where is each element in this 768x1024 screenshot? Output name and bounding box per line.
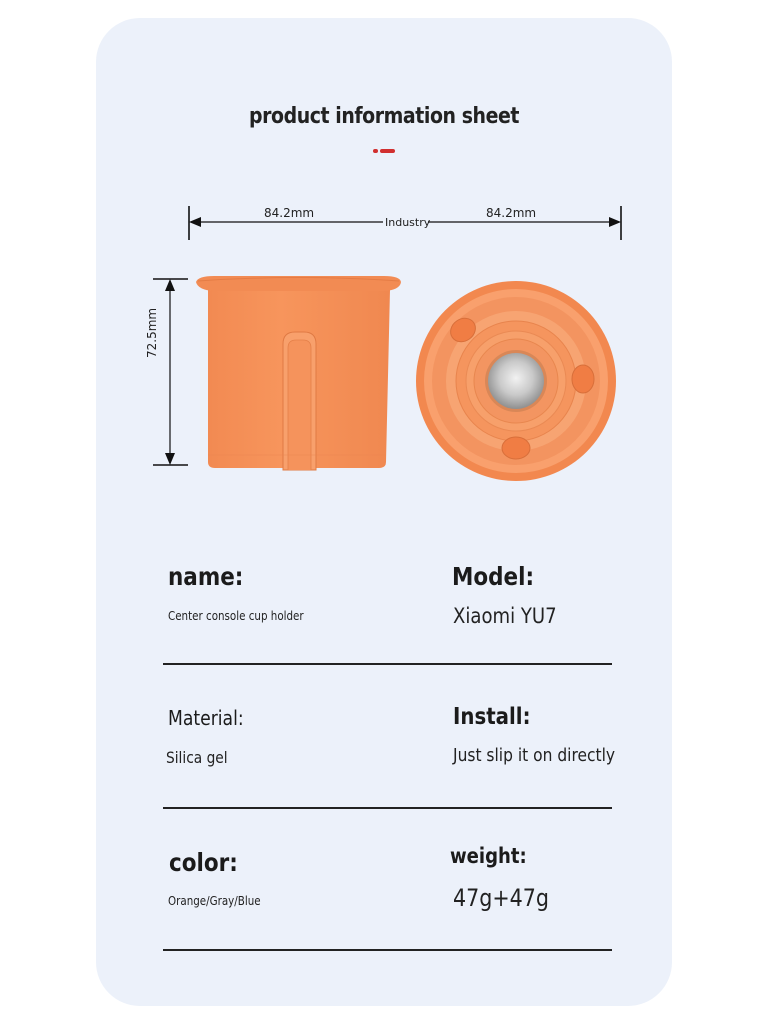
name-value: Center console cup holder [168, 609, 304, 623]
cup-side-view [196, 276, 401, 470]
width-label-right: 84.2mm [486, 206, 537, 220]
material-value: Silica gel [166, 748, 228, 767]
material-label: Material: [168, 706, 244, 730]
cup-top-view [416, 281, 616, 481]
weight-label: weight: [450, 844, 527, 868]
industry-label: Industry [385, 216, 431, 229]
name-label: name: [168, 562, 244, 591]
height-dimension-line [153, 279, 188, 465]
install-label: Install: [453, 704, 531, 730]
width-label-left: 84.2mm [264, 206, 315, 220]
install-value: Just slip it on directly [453, 745, 616, 766]
color-value: Orange/Gray/Blue [168, 894, 261, 908]
height-label: 72.5mm [145, 307, 159, 358]
model-label: Model: [452, 562, 535, 591]
width-dimension-line [189, 206, 621, 240]
model-value: Xiaomi YU7 [453, 604, 557, 628]
color-label: color: [169, 848, 238, 877]
page-title: product information sheet [248, 104, 520, 129]
weight-value: 47g+47g [453, 884, 550, 912]
